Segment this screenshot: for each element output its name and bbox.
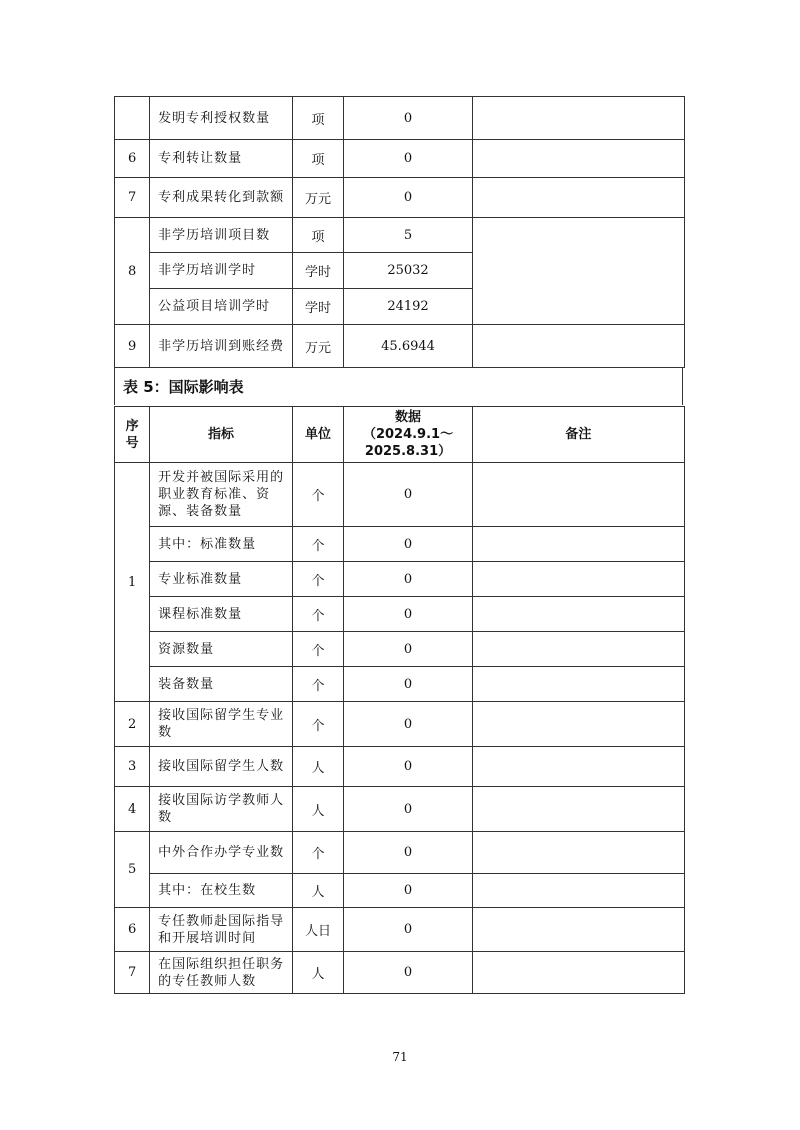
note-cell [472,787,684,832]
table-row [115,632,685,667]
value-cell: 45.6944 [344,325,473,368]
table-row [115,952,685,994]
value-cell: 0 [344,463,473,527]
value-cell: 5 [344,218,473,253]
value-cell: 0 [344,667,473,702]
unit-cell: 项 [292,218,343,253]
unit-cell: 万元 [292,325,343,368]
row-number-cell: 7 [115,952,150,994]
indicator-cell: 在国际组织担任职务的专任教师人数 [150,952,293,994]
row-number-cell: 5 [115,832,150,908]
table-row [115,832,685,874]
unit-cell: 人 [292,787,343,832]
indicator-cell: 专利转让数量 [150,140,293,178]
value-cell: 0 [344,140,473,178]
international-influence-table [114,406,685,994]
value-cell: 0 [344,832,473,874]
indicator-cell: 发明专利授权数量 [150,97,293,140]
unit-cell: 学时 [292,253,343,289]
value-cell: 0 [344,747,473,787]
unit-cell: 人 [292,952,343,994]
unit-cell: 人 [292,874,343,908]
unit-cell: 个 [292,632,343,667]
value-cell: 0 [344,952,473,994]
unit-cell: 个 [292,667,343,702]
value-cell: 0 [344,874,473,908]
indicator-cell: 非学历培训到账经费 [150,325,293,368]
table-row [115,527,685,562]
table-row [115,325,685,368]
note-cell [472,632,684,667]
indicator-cell: 接收国际留学生专业数 [150,702,293,747]
value-cell: 25032 [344,253,473,289]
row-number-cell: 3 [115,747,150,787]
header-note: 备注 [472,407,684,463]
indicator-cell: 专业标准数量 [150,562,293,597]
unit-cell: 项 [292,140,343,178]
note-cell [472,832,684,874]
table-row [115,463,685,527]
note-cell [472,874,684,908]
value-cell: 0 [344,632,473,667]
table-row [115,874,685,908]
table-row [115,562,685,597]
value-cell: 0 [344,562,473,597]
note-cell [472,218,684,325]
table-row [115,787,685,832]
value-cell: 0 [344,97,473,140]
note-cell [472,702,684,747]
row-number-cell: 6 [115,908,150,952]
note-cell [472,97,684,140]
indicator-cell: 接收国际访学教师人数 [150,787,293,832]
value-cell: 24192 [344,289,473,325]
indicator-cell: 开发并被国际采用的职业教育标准、资源、装备数量 [150,463,293,527]
indicator-cell: 非学历培训项目数 [150,218,293,253]
table-row [115,702,685,747]
value-cell: 0 [344,597,473,632]
table-row [115,747,685,787]
indicator-cell: 接收国际留学生人数 [150,747,293,787]
table-row [115,908,685,952]
row-number-cell [115,97,150,140]
table-row [115,667,685,702]
unit-cell: 个 [292,527,343,562]
indicator-cell: 其中：在校生数 [150,874,293,908]
unit-cell: 个 [292,597,343,632]
unit-cell: 项 [292,97,343,140]
unit-cell: 个 [292,832,343,874]
value-cell: 0 [344,702,473,747]
note-cell [472,908,684,952]
row-number-cell: 4 [115,787,150,832]
note-cell [472,527,684,562]
unit-cell: 个 [292,702,343,747]
note-cell [472,747,684,787]
note-cell [472,325,684,368]
unit-cell: 万元 [292,178,343,218]
unit-cell: 人 [292,747,343,787]
table-row [115,97,685,140]
table-row [115,218,685,253]
note-cell [472,952,684,994]
header-unit: 单位 [292,407,343,463]
note-cell [472,597,684,632]
continued-indicator-table [114,96,685,368]
row-number-cell: 9 [115,325,150,368]
row-number-cell: 7 [115,178,150,218]
value-cell: 0 [344,908,473,952]
table-row [115,178,685,218]
note-cell [472,463,684,527]
indicator-cell: 中外合作办学专业数 [150,832,293,874]
row-number-cell: 6 [115,140,150,178]
table-title: 表 5：国际影响表 [114,367,683,405]
table-row [115,140,685,178]
row-number-cell: 1 [115,463,150,702]
note-cell [472,667,684,702]
indicator-cell: 装备数量 [150,667,293,702]
value-cell: 0 [344,527,473,562]
header-data: 数据 （2024.9.1～ 2025.8.31） [344,407,473,463]
note-cell [472,178,684,218]
unit-cell: 人日 [292,908,343,952]
indicator-cell: 专利成果转化到款额 [150,178,293,218]
note-cell [472,140,684,178]
table-header-row [115,407,685,463]
value-cell: 0 [344,787,473,832]
indicator-cell: 专任教师赴国际指导和开展培训时间 [150,908,293,952]
unit-cell: 个 [292,463,343,527]
page-number: 71 [392,1050,408,1064]
unit-cell: 学时 [292,289,343,325]
indicator-cell: 课程标准数量 [150,597,293,632]
indicator-cell: 其中：标准数量 [150,527,293,562]
header-number: 序 号 [115,407,150,463]
indicator-cell: 非学历培训学时 [150,253,293,289]
header-indicator: 指标 [150,407,293,463]
unit-cell: 个 [292,562,343,597]
row-number-cell: 2 [115,702,150,747]
value-cell: 0 [344,178,473,218]
row-number-cell: 8 [115,218,150,325]
note-cell [472,562,684,597]
table-row [115,597,685,632]
indicator-cell: 公益项目培训学时 [150,289,293,325]
indicator-cell: 资源数量 [150,632,293,667]
